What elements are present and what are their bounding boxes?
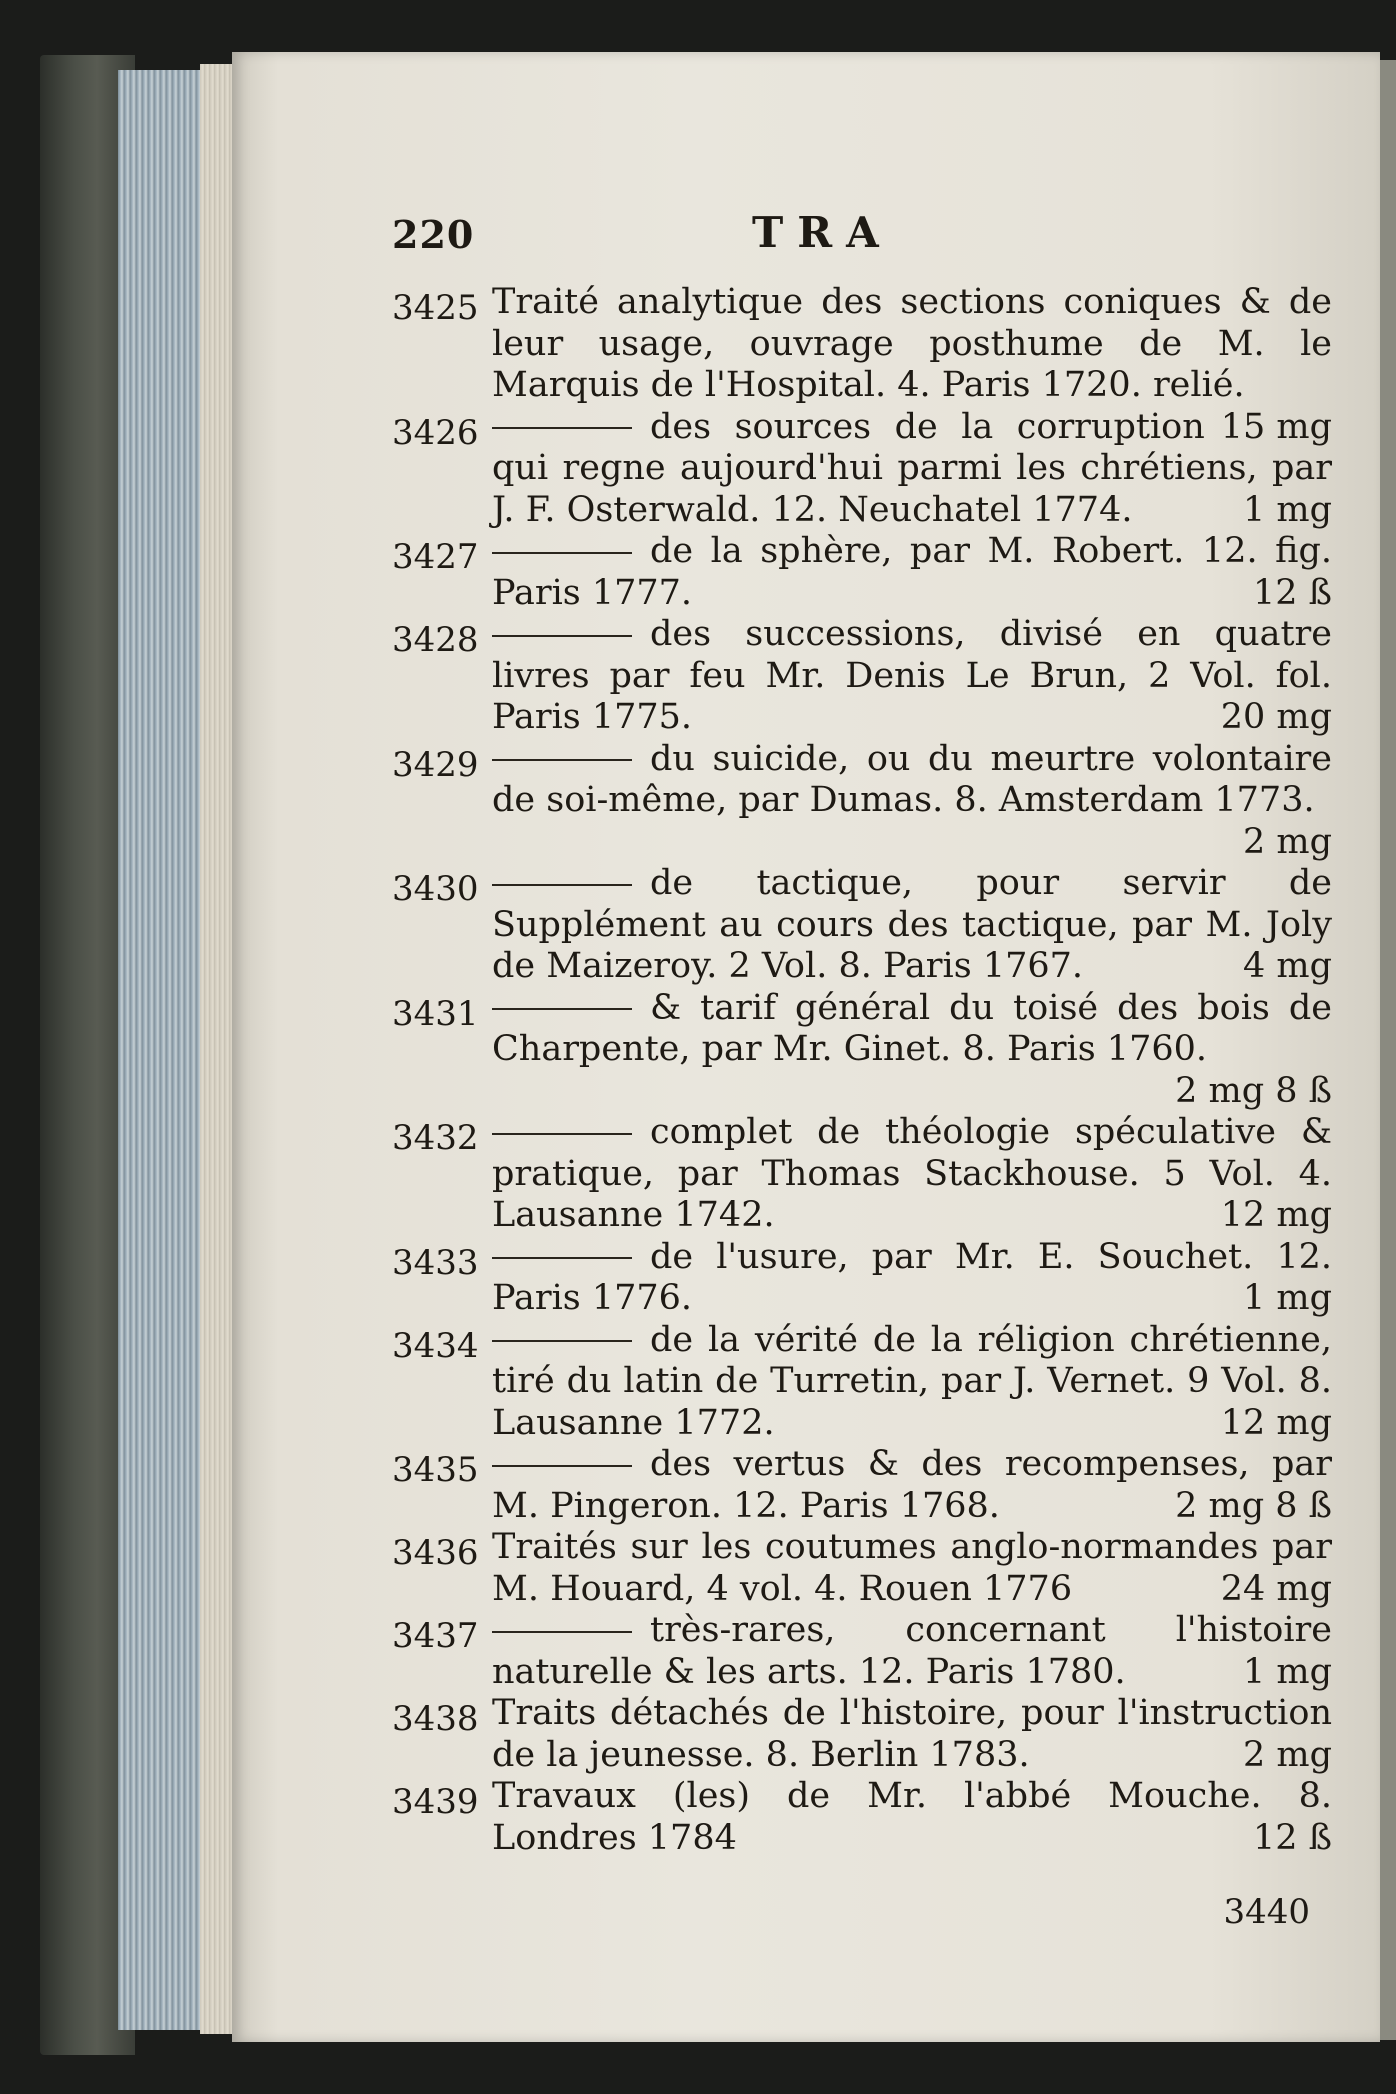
- ditto-dash: [492, 427, 632, 429]
- page-header: [232, 208, 1380, 262]
- list-item: [392, 531, 1332, 614]
- entry-text: [492, 1610, 1332, 1693]
- entry-title: complet de théologie spéculative & pratique, par Thomas Stackhouse. 5 Vol. 4. Lausanne 1742.: [492, 1112, 1332, 1235]
- ditto-dash: [492, 1465, 632, 1467]
- entry-price: 2 mg 8 ß: [1175, 1070, 1332, 1111]
- entry-title: du suicide, ou du meurtre volontaire de soi-même, par Dumas. 8. Amsterdam 1773.: [492, 738, 1332, 820]
- entry-price: 1 mg: [1243, 1651, 1332, 1692]
- entry-number: 3435: [392, 1450, 479, 1490]
- list-item: [392, 1527, 1332, 1610]
- list-item: [392, 1444, 1332, 1527]
- entry-text: [492, 1693, 1332, 1776]
- entry-number: 3429: [392, 744, 479, 785]
- entry-number: 3439: [392, 1782, 479, 1822]
- entry-text: [492, 1237, 1332, 1320]
- list-item: [392, 1610, 1332, 1693]
- price-line: [492, 822, 1332, 864]
- entry-title: de la vérité de la réligion chrétienne, tiré du latin de Turretin, par J. Vernet. 9 Vol. 8. Lausanne 1772.: [492, 1319, 1332, 1443]
- entry-text: [492, 1776, 1332, 1859]
- entry-title: Traits détachés de l'histoire, pour l'instruction de la jeunesse. 8. Berlin 1783.: [492, 1693, 1332, 1775]
- ditto-dash: [492, 552, 632, 554]
- entry-price: 20 mg: [1220, 697, 1332, 737]
- entry-text: [492, 739, 1332, 822]
- entry-price: 1 mg: [1243, 489, 1332, 530]
- ditto-dash: [492, 1631, 632, 1633]
- list-item: [392, 988, 1332, 1113]
- entry-title: des successions, divisé en quatre livres par feu Mr. Denis Le Brun, 2 Vol. fol. Paris 1775.: [492, 614, 1332, 737]
- entry-number: 3436: [392, 1533, 479, 1573]
- entry-number: 3437: [392, 1616, 479, 1656]
- list-item: [392, 739, 1332, 864]
- page-number: 220: [392, 212, 475, 257]
- entry-title: Traité analytique des sections coniques & de leur usage, ouvrage posthume de M. le Marquis de l'Hospital. 4. Paris 1720. relié.: [492, 282, 1332, 405]
- entry-text: [492, 988, 1332, 1071]
- entry-title: des vertus & des recompenses, par M. Pingeron. 12. Paris 1768.: [492, 1444, 1332, 1526]
- entry-price: 2 mg 8 ß: [1175, 1485, 1332, 1526]
- list-item: [392, 407, 1332, 532]
- entry-number: 3428: [392, 620, 479, 660]
- list-item: [392, 1693, 1332, 1776]
- ditto-dash: [492, 1340, 632, 1342]
- price-line: [492, 1071, 1332, 1113]
- entry-title: des sources de la corruption qui regne aujourd'hui parmi les chrétiens, par J. F. Osterwald. 12. Neuchatel 1774.: [492, 406, 1332, 530]
- list-item: [392, 614, 1332, 739]
- entry-number: 3431: [392, 993, 479, 1034]
- entry-number: 3430: [392, 869, 479, 909]
- ditto-dash: [492, 635, 632, 637]
- entry-text: [492, 863, 1332, 988]
- ditto-dash: [492, 1257, 632, 1259]
- entry-title: très-rares, concernant l'histoire naturelle & les arts. 12. Paris 1780.: [492, 1610, 1332, 1692]
- catalog-page: [232, 52, 1380, 2042]
- entry-price: 12 ß: [1252, 572, 1332, 613]
- entry-title: & tarif général du toisé des bois de Charpente, par Mr. Ginet. 8. Paris 1760.: [492, 987, 1332, 1069]
- list-item: [392, 863, 1332, 988]
- running-head: TRA: [752, 208, 893, 257]
- ditto-dash: [492, 884, 632, 886]
- entry-number: 3433: [392, 1242, 479, 1283]
- entry-text: [492, 407, 1332, 532]
- entry-number: 3438: [392, 1699, 479, 1739]
- entry-number: 3427: [392, 537, 479, 577]
- entry-text: [492, 1112, 1332, 1237]
- entry-text: [492, 614, 1332, 739]
- entry-text: [492, 1320, 1332, 1445]
- entry-price: 12 ß: [1252, 1817, 1332, 1858]
- entry-price: 15 mg: [1220, 406, 1332, 447]
- entry-price: 4 mg: [1243, 946, 1332, 986]
- entry-price: 2 mg: [1243, 1734, 1332, 1775]
- entry-price: 24 mg: [1220, 1568, 1332, 1609]
- entry-title: de la sphère, par M. Robert. 12. fig. Paris 1777.: [492, 531, 1332, 613]
- entry-price: 12 mg: [1220, 1195, 1332, 1235]
- entry-text: [492, 531, 1332, 614]
- entry-price: 2 mg: [1243, 821, 1332, 862]
- entry-list: [392, 282, 1332, 1859]
- entry-text: [492, 1444, 1332, 1527]
- entry-number: 3432: [392, 1118, 479, 1158]
- list-item: [392, 1320, 1332, 1445]
- ditto-dash: [492, 1133, 632, 1135]
- list-item: [392, 1112, 1332, 1237]
- entry-number: 3426: [392, 412, 479, 453]
- entry-number: 3434: [392, 1325, 479, 1366]
- entry-title: de tactique, pour servir de Supplément au cours des tactique, par M. Joly de Maizeroy. 2 Vol. 8. Paris 1767.: [492, 863, 1332, 986]
- ditto-dash: [492, 759, 632, 761]
- entry-text: [492, 1527, 1332, 1610]
- ditto-dash: [492, 1008, 632, 1010]
- entry-text: [492, 282, 1332, 447]
- catchword: 3440: [1223, 1892, 1310, 1932]
- entry-title: Travaux (les) de Mr. l'abbé Mouche. 8. Londres 1784: [492, 1776, 1332, 1858]
- entry-number: 3425: [392, 288, 479, 328]
- entry-title: Traités sur les coutumes anglo-normandes par M. Houard, 4 vol. 4. Rouen 1776: [492, 1527, 1332, 1609]
- entry-price: 12 mg: [1220, 1402, 1332, 1443]
- entry-title: de l'usure, par Mr. E. Souchet. 12. Paris 1776.: [492, 1236, 1332, 1318]
- list-item: [392, 1237, 1332, 1320]
- list-item: [392, 1776, 1332, 1859]
- entry-price: 1 mg: [1243, 1278, 1332, 1318]
